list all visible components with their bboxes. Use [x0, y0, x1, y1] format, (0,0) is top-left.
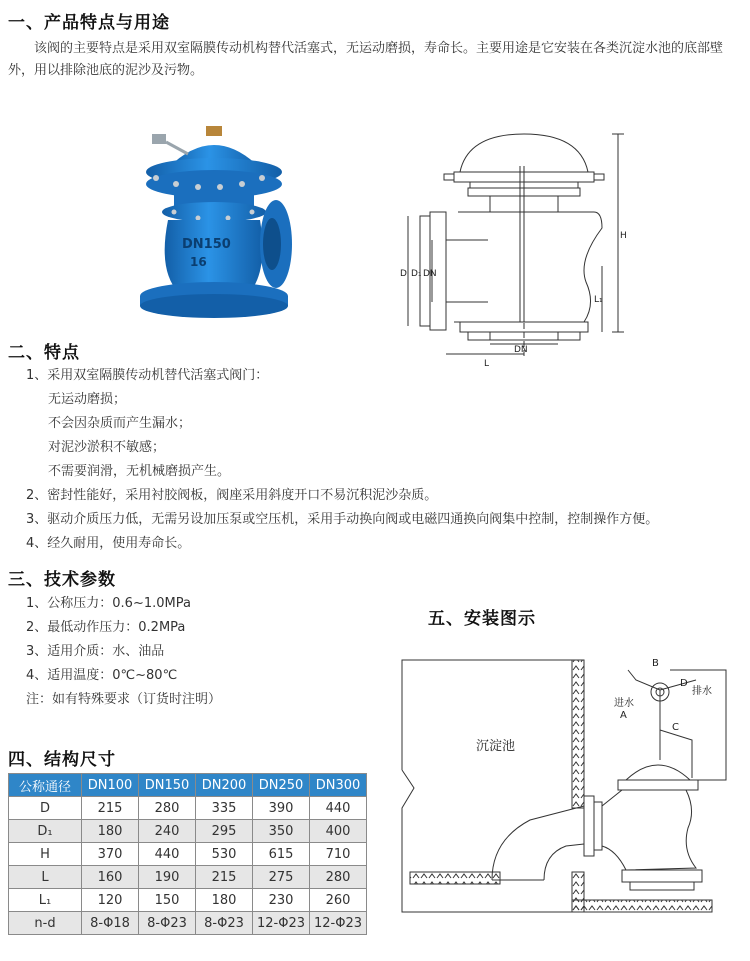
label-L: L: [484, 359, 490, 369]
feature-item: 3、驱动介质压力低，无需另设加压泵或空压机，采用手动换向阀或电磁四通换向阀集中控制，控制操作方便。: [26, 512, 659, 527]
table-cell: 260: [310, 889, 367, 912]
nameplate-line2: 16: [190, 255, 207, 269]
installation-diagram: [396, 640, 736, 920]
feature-subitem: 对泥沙淤积不敏感；: [48, 440, 166, 455]
table-cell: 335: [196, 797, 253, 820]
table-cell: 530: [196, 843, 253, 866]
param-item: 2、最低动作压力：0.2MPa: [26, 620, 186, 635]
table-row: [9, 820, 367, 843]
section4-heading: 四、结构尺寸: [8, 750, 116, 770]
table-cell: 12-Φ23: [310, 912, 367, 935]
table-cell: 8-Φ23: [196, 912, 253, 935]
table-cell: 240: [139, 820, 196, 843]
param-note: 注：如有特殊要求（订货时注明）: [26, 692, 222, 707]
label-DN-bottom: DN: [514, 345, 528, 355]
param-item: 1、公称压力：0.6~1.0MPa: [26, 596, 191, 611]
table-cell: 280: [139, 797, 196, 820]
table-cell: 120: [82, 889, 139, 912]
dimensions-table: [8, 773, 367, 935]
table-cell: L: [9, 866, 82, 889]
feature-subitem: 不需要润滑，无机械磨损产生。: [48, 464, 231, 479]
table-cell: 215: [196, 866, 253, 889]
table-row: [9, 866, 367, 889]
section2-heading: 二、特点: [8, 343, 80, 363]
label-H: H: [620, 231, 627, 241]
label-inlet: 进水: [614, 698, 634, 709]
section1-paragraph: 该阀的主要特点是采用双室隔膜传动机构替代活塞式，无运动磨损，寿命长。主要用途是它安装在各类沉淀水池的底部壁外，用以排除池底的泥沙及污物。: [8, 41, 724, 78]
nameplate-line1: DN150: [182, 237, 231, 252]
table-row: [9, 889, 367, 912]
table-cell: 160: [82, 866, 139, 889]
label-D: D: [400, 269, 407, 279]
table-cell: 440: [139, 843, 196, 866]
label-B: B: [652, 658, 659, 669]
table-header-cell: DN250: [253, 774, 310, 797]
feature-item: 2、密封性能好，采用衬胶阀板，阀座采用斜度开口不易沉积泥沙杂质。: [26, 488, 438, 503]
table-cell: 190: [139, 866, 196, 889]
table-cell: 8-Φ18: [82, 912, 139, 935]
label-D1: D₁: [411, 269, 422, 279]
feature-subitem: 无运动磨损；: [48, 392, 127, 407]
table-cell: 180: [196, 889, 253, 912]
feature-item: 1、采用双室隔膜传动机替代活塞式阀门：: [26, 368, 269, 383]
section2-list: [26, 364, 658, 556]
label-DN: DN: [423, 269, 437, 279]
table-cell: 12-Φ23: [253, 912, 310, 935]
label-drain: 排水: [692, 686, 712, 697]
table-cell: 615: [253, 843, 310, 866]
tank-label: 沉淀池: [476, 739, 516, 754]
table-cell: 370: [82, 843, 139, 866]
feature-subitem: 不会因杂质而产生漏水；: [48, 416, 192, 431]
table-cell: 350: [253, 820, 310, 843]
table-cell: 8-Φ23: [139, 912, 196, 935]
table-cell: n-d: [9, 912, 82, 935]
table-cell: 275: [253, 866, 310, 889]
param-item: 3、适用介质：水、油品: [26, 644, 165, 659]
section1-heading: 一、产品特点与用途: [8, 13, 170, 33]
table-cell: L₁: [9, 889, 82, 912]
table-cell: 215: [82, 797, 139, 820]
section5-heading: 五、安装图示: [428, 609, 536, 629]
table-header-cell: DN300: [310, 774, 367, 797]
table-header-cell: DN200: [196, 774, 253, 797]
valve-photo: [128, 120, 300, 320]
label-D: D: [680, 678, 688, 689]
table-cell: 295: [196, 820, 253, 843]
table-row: [9, 912, 367, 935]
label-A: A: [620, 710, 627, 721]
technical-drawing: [398, 126, 634, 370]
label-L1: L₁: [594, 295, 603, 305]
table-header-cell: DN150: [139, 774, 196, 797]
table-cell: 440: [310, 797, 367, 820]
table-row: [9, 797, 367, 820]
table-cell: 400: [310, 820, 367, 843]
table-cell: 230: [253, 889, 310, 912]
feature-item: 4、经久耐用，使用寿命长。: [26, 536, 191, 551]
table-header-cell: 公称通径: [9, 774, 82, 797]
table-cell: 710: [310, 843, 367, 866]
section3-list: [26, 592, 221, 712]
table-cell: 390: [253, 797, 310, 820]
table-row: [9, 843, 367, 866]
label-C: C: [672, 722, 679, 733]
table-header-row: [9, 774, 367, 797]
table-cell: D: [9, 797, 82, 820]
table-cell: 180: [82, 820, 139, 843]
table-cell: H: [9, 843, 82, 866]
table-cell: D₁: [9, 820, 82, 843]
table-cell: 150: [139, 889, 196, 912]
section3-heading: 三、技术参数: [8, 570, 116, 590]
table-cell: 280: [310, 866, 367, 889]
param-item: 4、适用温度：0℃~80℃: [26, 668, 178, 683]
table-header-cell: DN100: [82, 774, 139, 797]
